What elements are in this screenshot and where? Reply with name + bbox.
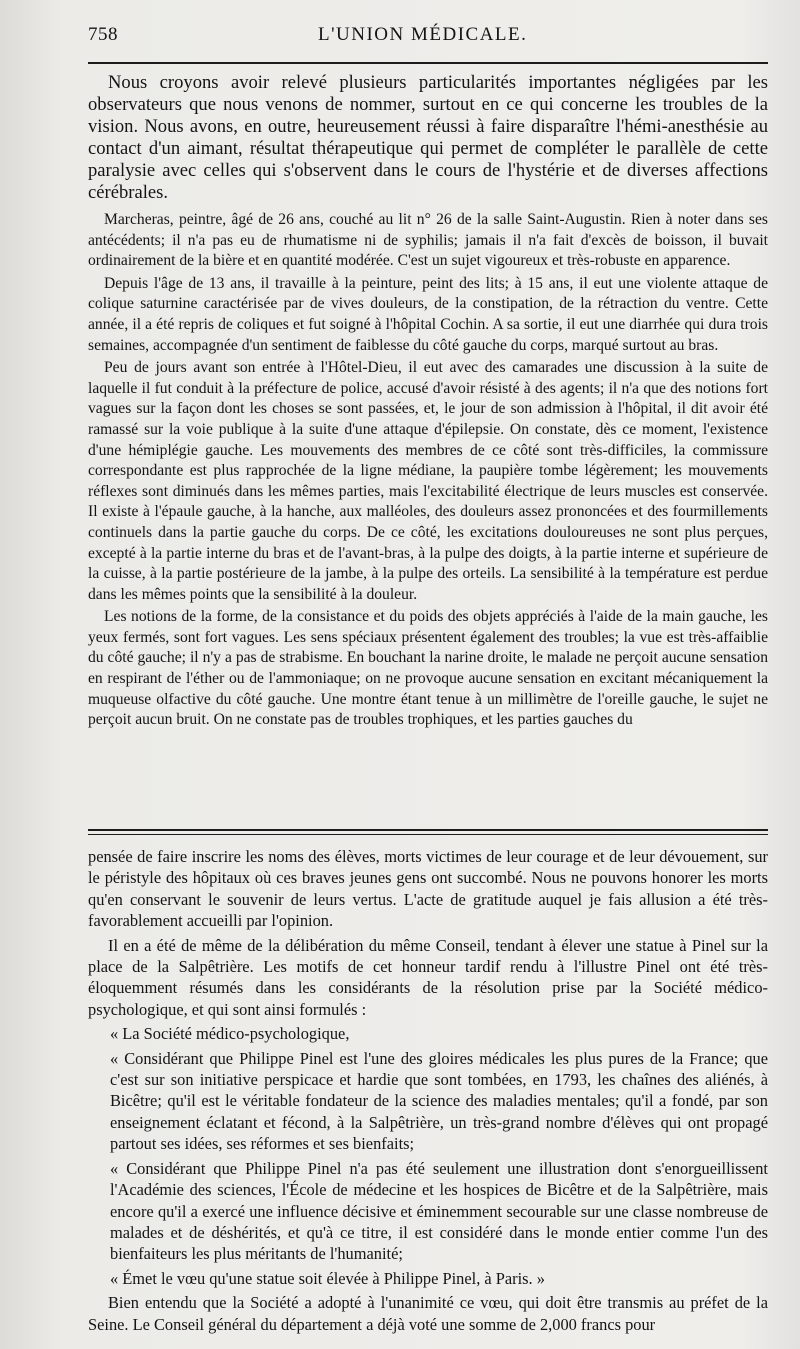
quote-paragraph: « Considérant que Philippe Pinel est l'une des gloires médicales les plus pures de la France; que c'est sur son initiative perspicace et hardie que sont tombées, en 1793, les chaînes des aliénés, à Bicêtre; qu'il est le véritable fondateur de la science des maladies mentales; qu'il a fondé, par son enseignement éclatant et fécond, à la Salpêtrière, un très-grand nombre d'élèves qui ont propagé partout ses idées, ses réformes et ses bienfaits; [110,1048,768,1154]
intro-paragraph: Nous croyons avoir relevé plusieurs particularités importantes négligées par les observateurs que nous venons de nommer, surtout en ce qui concerne les troubles de la vision. Nous avons, en outre, heureusement réussi à faire disparaître l'hémi-anesthésie au contact d'un aimant, résultat thérapeutique qui permet de compléter le parallèle de cette paralysie avec celles qui s'observent dans le cours de l'hystérie et de diverses affections cérébrales. [88,72,768,203]
running-head [88,24,760,50]
quote-paragraph: « Émet le vœu qu'une statue soit élevée à Philippe Pinel, à Paris. » [110,1268,545,1288]
journal-title: L'UNION MÉDICALE. [318,24,528,45]
page-number: 758 [88,24,118,45]
quote-paragraph: « Considérant que Philippe Pinel n'a pas été seulement une illustration dont s'enorgueillissent l'Académie des sciences, l'École de médecine et les hospices de Bicêtre et de la Salpêtrière, mais encore qu'il a exercé une influence décisive et éminemment secourable sur une classe nombreuse de malades et de déshérités, et qu'à ce titre, il est considéré dans le monde entier comme l'un des bienfaiteurs les plus méritants de l'humanité; [110,1158,768,1264]
case-paragraph: Marcheras, peintre, âgé de 26 ans, couché au lit n° 26 de la salle Saint-Augustin. Rien à noter dans ses antécédents; il n'a pas eu de rhumatisme ni de syphilis; jamais il n'a fait d'excès de boisson, il buvait ordinairement de la bière et en quantité modérée. C'est un sujet vigoureux et très-robuste en apparence. [88,211,768,270]
feuilleton-paragraph: Bien entendu que la Société a adopté à l'unanimité ce vœu, qui doit être transmis au préfet de la Seine. Le Conseil général du département a déjà voté une somme de 2,000 francs pour [88,1293,768,1334]
header-rule [88,62,768,64]
case-paragraph: Les notions de la forme, de la consistance et du poids des objets appréciés à l'aide de la main gauche, les yeux fermés, sont fort vagues. Les sens spéciaux présentent également des troubles; la vue est très-affaiblie du côté gauche; il n'y a pas de strabisme. En bouchant la narine droite, le malade ne perçoit aucune sensation en respirant de l'éther ou de l'ammoniaque; on ne provoque aucune sensation en excitant mécaniquement la muqueuse olfactive du côté gauche. Une montre étant tenue à un millimètre de l'oreille gauche, le sujet ne perçoit aucun bruit. On ne constate pas de troubles trophiques, et les parties gauches du [88,608,768,729]
feuilleton-paragraph: Il en a été de même de la délibération du même Conseil, tendant à élever une statue à Pinel sur la place de la Salpêtrière. Les motifs de cet honneur tardif rendu à l'illustre Pinel ont été très-éloquemment résumés dans les considérants de la résolution prise par la Société médico-psychologique, et qui sont ainsi formulés : [88,935,768,1019]
feuilleton-section [88,846,768,1338]
case-paragraph: Depuis l'âge de 13 ans, il travaille à la peinture, peint des lits; à 15 ans, il eut une violente attaque de colique saturnine caractérisée par de vives douleurs, de la constipation, de la rétraction du ventre. Cette année, il a été repris de coliques et fut soigné à l'hôpital Cochin. A sa sortie, il eut une diarrhée qui dura trois semaines, accompagnée d'un sentiment de faiblesse du côté gauche du corps, marqué surtout au bras. [88,274,768,354]
feuilleton-paragraph: pensée de faire inscrire les noms des élèves, morts victimes de leur courage et de leur dévouement, sur le péristyle des hôpitaux où ces braves jeunes gens ont succombé. Nous ne pouvons honorer les morts qu'en conservant le souvenir de leurs vertus. L'acte de gratitude auquel je fais allusion a été très-favorablement accueilli par l'opinion. [88,847,768,931]
quote-paragraph: « La Société médico-psychologique, [110,1024,350,1044]
case-paragraph: Peu de jours avant son entrée à l'Hôtel-Dieu, il eut avec des camarades une discussion à la suite de laquelle il fut conduit à la préfecture de police, accusé d'avoir résisté à des agents; il n'a que des notions fort vagues sur la façon dont les choses se sont passées, et, le jour de son admission à l'hôpital, il dit avoir été ramassé sur la voie publique à la suite d'une attaque d'épilepsie. On constate, dès ce moment, l'existence d'une hémiplégie gauche. Les mouvements des membres de ce côté sont très-difficiles, la commissure correspondante est plus rapprochée de la ligne médiane, la paupière tombe légèrement; les mouvements réflexes sont diminués dans les mêmes parties, mais l'excitabilité électrique de leurs muscles est conservée. Il existe à l'épaule gauche, à la hanche, aux malléoles, des douleurs assez prononcées et des fourmillements continuels dans la partie gauche du corps. De ce côté, les excitations douloureuses ne sont plus perçues, excepté à la partie interne du bras et de l'avant-bras, à la pulpe des doigts, à la partie interne et supérieure de la cuisse, à la partie postérieure de la jambe, à la pulpe des orteils. La sensibilité à la température est perdue dans les mêmes points que la sensibilité à la douleur. [88,359,768,603]
intro-section [88,72,768,204]
case-report-section [88,210,768,733]
section-divider [88,829,768,831]
section-divider-thin [88,834,768,835]
